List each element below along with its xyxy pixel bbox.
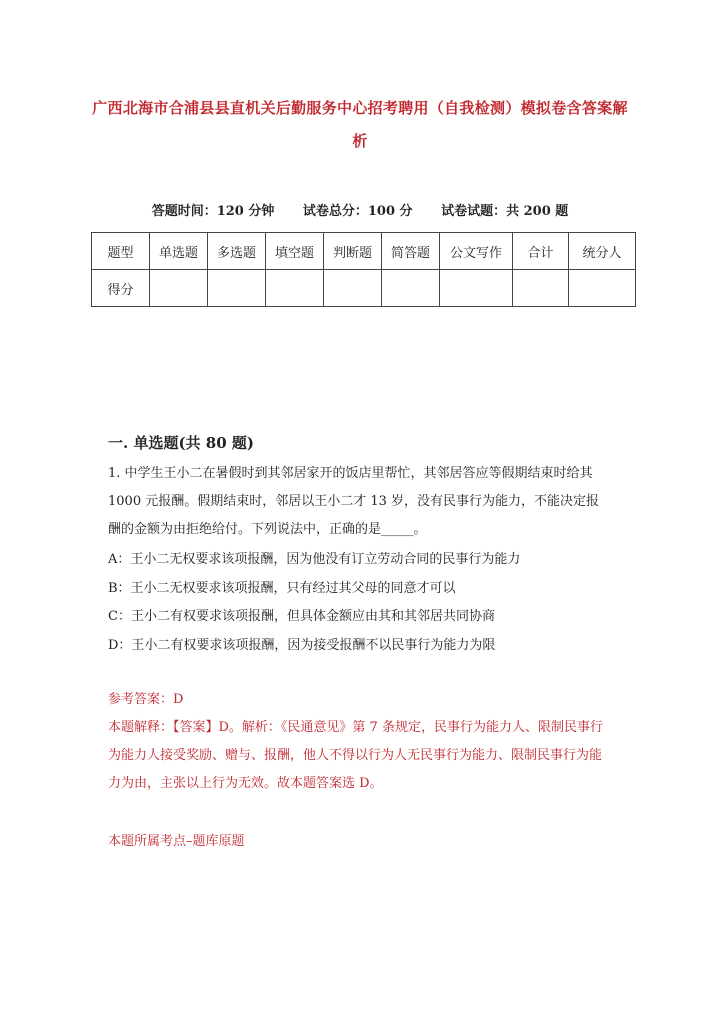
answer-explanation: 本题解释：【答案】D。解析：《民通意见》第 7 条规定，民事行为能力人、限制民事行为能力人接受奖励、赠与、报酬，他人不得以行为人无民事行为能力、限制民事行为能力为由，主张以上行为无效。故本题答案选 D。 xyxy=(108,720,603,791)
score-header-cell: 公文写作 xyxy=(440,233,513,270)
score-table-score-row xyxy=(92,270,636,307)
option-a: A：王小二无权要求该项报酬，因为他没有订立劳动合同的民事行为能力 xyxy=(108,552,521,567)
score-cell xyxy=(569,270,636,307)
score-cell xyxy=(513,270,569,307)
option-d: D：王小二有权要求该项报酬，因为接受报酬不以民事行为能力为限 xyxy=(108,637,496,653)
score-cell xyxy=(440,270,513,307)
knowledge-point: 本题所属考点–题库原题 xyxy=(108,834,245,849)
score-cell xyxy=(266,270,324,307)
score-row-label: 得分 xyxy=(92,270,150,307)
score-header-cell: 单选题 xyxy=(150,233,208,270)
exam-meta xyxy=(0,200,720,219)
score-cell xyxy=(150,270,208,307)
exam-time: 答题时间：120 分钟 xyxy=(151,204,275,219)
option-c: C：王小二有权要求该项报酬，但具体金额应由其和其邻居共同协商 xyxy=(108,609,495,624)
score-header-cell: 题型 xyxy=(92,233,150,270)
score-table-header-row xyxy=(92,233,636,270)
score-header-cell: 简答题 xyxy=(382,233,440,270)
score-cell xyxy=(324,270,382,307)
score-cell xyxy=(382,270,440,307)
score-header-cell: 填空题 xyxy=(266,233,324,270)
option-b: B：王小二无权要求该项报酬，只有经过其父母的同意才可以 xyxy=(108,580,456,596)
score-header-cell: 统分人 xyxy=(569,233,636,270)
score-header-cell: 判断题 xyxy=(324,233,382,270)
question-text: 1. 中学生王小二在暑假时到其邻居家开的饭店里帮忙，其邻居答应等假期结束时给其 1000 元报酬。假期结束时，邻居以王小二才 13 岁，没有民事行为能力，不能决定报酬的金额为由拒绝给付。下列说法中，正确的是_____。 xyxy=(108,466,600,537)
exam-total-score: 试卷总分：100 分 xyxy=(302,204,413,219)
score-header-cell: 合计 xyxy=(513,233,569,270)
score-cell xyxy=(208,270,266,307)
question-options xyxy=(108,546,628,660)
score-header-cell: 多选题 xyxy=(208,233,266,270)
score-table xyxy=(91,232,636,307)
document-title: 广西北海市合浦县县直机关后勤服务中心招考聘用（自我检测）模拟卷含答案解析 xyxy=(92,99,628,150)
section-title: 一. 单选题(共 80 题) xyxy=(108,434,254,452)
reference-answer: 参考答案：D xyxy=(108,692,184,707)
exam-question-count: 试卷试题：共 200 题 xyxy=(441,204,569,219)
